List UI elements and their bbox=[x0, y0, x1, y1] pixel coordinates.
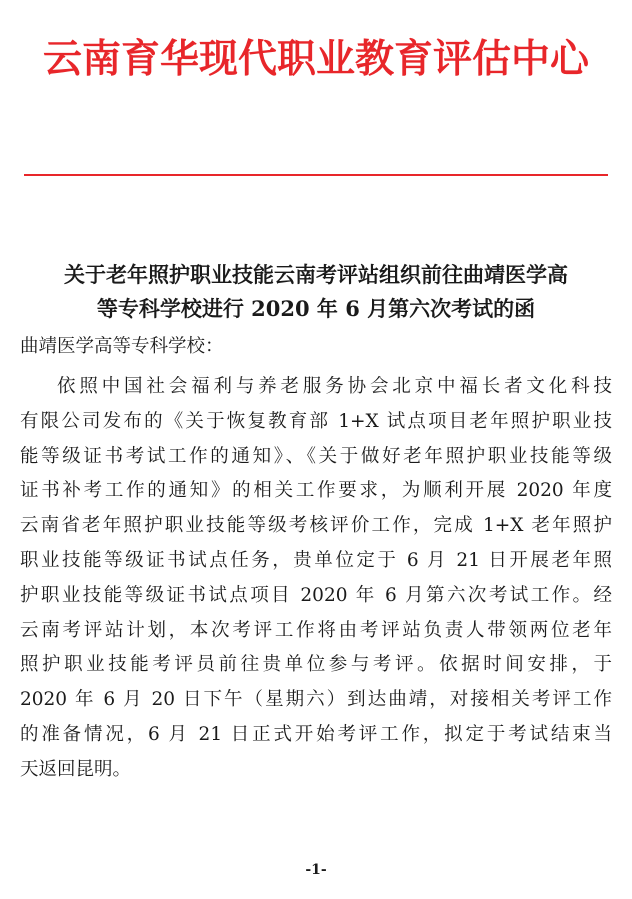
body-line: 能等级证书考试工作的通知》、《关于做好老年照护职业技能等级 bbox=[20, 445, 612, 467]
body-line: 云南考评站计划，本次考评工作将由考评站负责人带领两位老年 bbox=[20, 619, 612, 641]
body-line: 依照中国社会福利与养老服务协会北京中福长者文化科技 bbox=[57, 376, 612, 397]
body-line: 护职业技能等级证书试点项目 2020 年 6 月第六次考试工作。经 bbox=[20, 584, 612, 606]
page-number: -1- bbox=[305, 862, 327, 878]
body-paragraph bbox=[20, 370, 612, 788]
body-line: 2020 年 6 月 20 日下午（星期六）到达曲靖，对接相关考评工作 bbox=[20, 689, 612, 711]
body-line: 云南省老年照护职业技能等级考核评价工作，完成 1+X 老年照护 bbox=[20, 515, 612, 537]
header-divider bbox=[24, 174, 608, 176]
document-title bbox=[20, 258, 612, 326]
body-line: 天返回昆明。 bbox=[20, 758, 132, 780]
body-line: 有限公司发布的《关于恢复教育部 1+X 试点项目老年照护职业技 bbox=[20, 410, 612, 432]
body-line: 证书补考工作的通知》的相关工作要求，为顺利开展 2020 年度 bbox=[20, 480, 612, 502]
organization-header: 云南育华现代职业教育评估中心 bbox=[42, 37, 589, 82]
title-line: 关于老年照护职业技能云南考评站组织前往曲靖医学高 bbox=[64, 262, 568, 287]
body-line: 照护职业技能考评员前往贵单位参与考评。依据时间安排，于 bbox=[20, 654, 612, 676]
body-line: 的准备情况，6 月 21 日正式开始考评工作，拟定于考试结束当 bbox=[20, 723, 612, 745]
title-line: 等专科学校进行 2020 年 6 月第六次考试的函 bbox=[96, 296, 536, 321]
recipient: 曲靖医学高等专科学校： bbox=[20, 336, 224, 357]
body-line: 职业技能等级证书试点任务，贵单位定于 6 月 21 日开展老年照 bbox=[20, 549, 612, 571]
